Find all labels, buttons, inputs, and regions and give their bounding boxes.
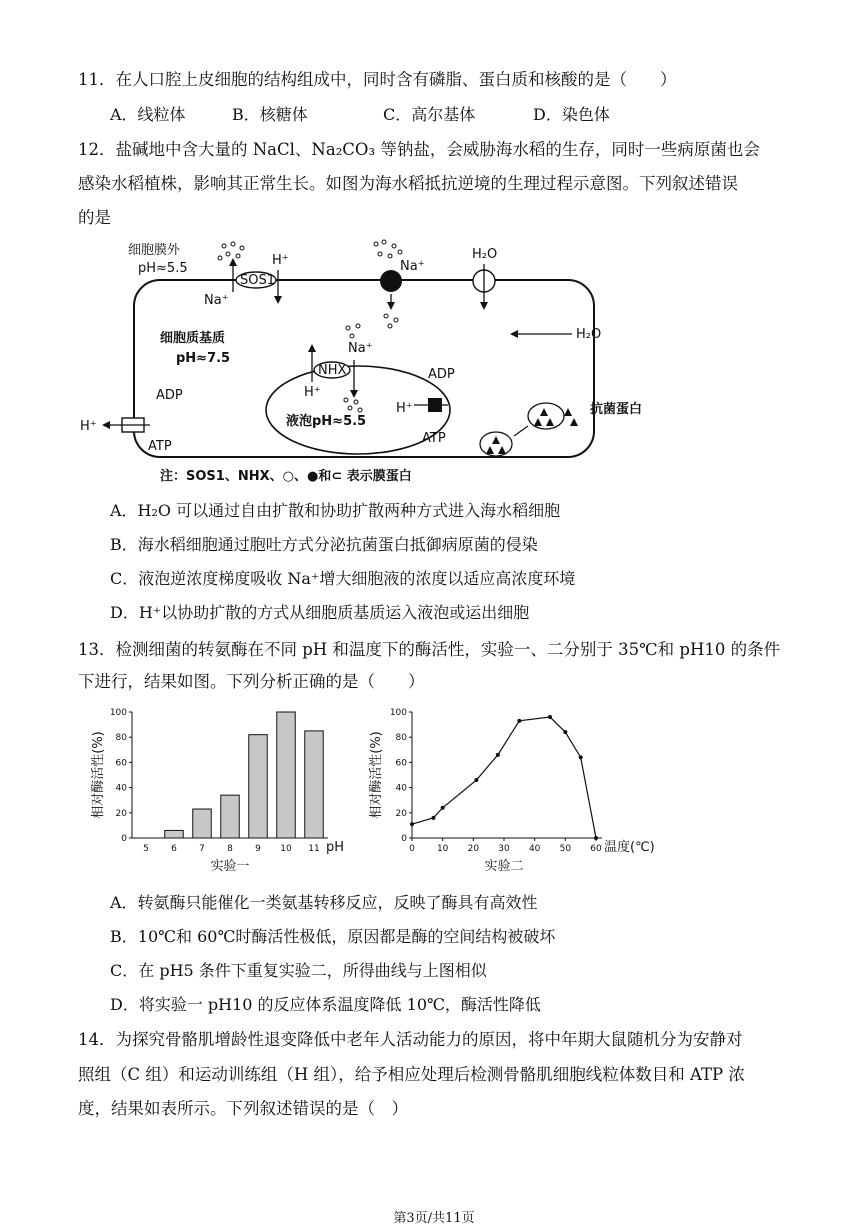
chart2-point [548,715,552,719]
chart2-point [517,719,521,723]
q13-stem-line2: 下进行，结果如图。下列分析正确的是（ ） [78,672,425,691]
free-diffusion-h2o: H₂O [576,327,602,342]
nhx-label: NHX [318,363,347,378]
outside-ph: pH≈5.5 [138,261,188,276]
chart2-ytick-label: 80 [395,733,407,744]
q12-option-b: B．海水稻细胞通过胞吐方式分泌抗菌蛋白抵御病原菌的侵染 [110,535,538,554]
chart1-bar [221,795,239,838]
q13-option-b: B．10℃和 60℃时酶活性极低，原因都是酶的空间结构被破坏 [110,927,556,946]
sos1-h-plus: H⁺ [272,253,289,268]
membrane-h-plus: H⁺ [80,419,97,434]
chart2-xtick-label: 50 [559,844,572,854]
q14-stem-line1: 14．为探究骨骼肌增龄性退变降低中老年人活动能力的原因，将中年期大鼠随机分为安静对 [78,1030,743,1049]
membrane-adp: ADP [156,388,183,403]
chart-experiment-1 [84,698,354,878]
chart1-bar [305,731,323,838]
chart2-xlabel: 温度(℃) [604,840,655,855]
q12-option-c: C．液泡逆浓度梯度吸收 Na⁺增大细胞液的浓度以适应高浓度环境 [110,569,576,588]
outside-label: 细胞膜外 [128,243,181,258]
q13-option-a: A．转氨酶只能催化一类氨基转移反应，反映了酶具有高效性 [110,893,538,912]
chart2-xtick-label: 40 [528,844,541,854]
na-channel-protein [380,270,402,292]
nhx-na-plus: Na⁺ [348,341,373,356]
chart1-ytick-label: 40 [115,783,127,794]
chart2-xtick-label: 10 [436,844,449,854]
chart2-ytick-label: 0 [401,834,407,844]
chart1-bar [165,830,183,838]
chart2-point [474,778,478,782]
chart2-title: 实验二 [484,859,524,874]
chart2-xtick-label: 60 [590,844,602,854]
vacuole-label: 液泡pH≈5.5 [286,414,367,429]
chart1-xtick-label: 11 [308,844,320,854]
chart2-point [496,753,500,757]
q13-option-c: C．在 pH5 条件下重复实验二，所得曲线与上图相似 [110,961,487,980]
na-channel-label: Na⁺ [400,259,425,274]
q11-option-c: C．高尔基体 [383,105,476,124]
chart2-point [410,822,414,826]
chart1-xtick-label: 5 [143,844,149,854]
cell-membrane [134,280,594,457]
chart1-xtick-label: 7 [199,844,205,854]
cytoplasm-ph: pH≈7.5 [176,351,231,366]
chart1-title: 实验一 [210,859,250,874]
chart2-ytick-label: 20 [395,808,407,819]
chart2-ytick-label: 40 [395,783,407,794]
q13-option-d: D．将实验一 pH10 的反应体系温度降低 10℃，酶活性降低 [110,995,541,1014]
chart1-xlabel: pH [326,840,345,855]
cytoplasm-label: 细胞质基质 [160,331,226,346]
chart1-bar [277,712,295,838]
chart1-ytick-label: 100 [109,708,127,718]
q13-stem-line1: 13．检测细菌的转氨酶在不同 pH 和温度下的酶活性，实验一、二分别于 35℃和 pH10 的条件 [78,640,781,659]
chart1-ylabel: 相对酶活性(%) [91,731,106,819]
antibacterial-label: 抗菌蛋白 [590,402,643,417]
chart2-xtick-label: 20 [467,844,480,854]
chart2-series-line [412,717,596,838]
q12-option-d: D．H⁺以协助扩散的方式从细胞质基质运入液泡或运出细胞 [110,603,530,622]
vacuole-atp: ATP [422,431,446,446]
nhx-h-plus: H⁺ [304,385,321,400]
chart2-point [441,806,445,810]
vacuole-adp: ADP [428,367,455,382]
q14-stem-line3: 度，结果如表所示。下列叙述错误的是（ ） [78,1099,408,1118]
sos1-na-plus: Na⁺ [204,293,229,308]
chart2-point [579,755,583,759]
diagram-note: 注：SOS1、NHX、○、●和⊂ 表示膜蛋白 [160,469,412,484]
q12-stem-line1: 12．盐碱地中含大量的 NaCl、Na₂CO₃ 等钠盐，会威胁海水稻的生存，同时一些病原菌也会 [78,140,760,159]
q14-stem-line2: 照组（C 组）和运动训练组（H 组），给予相应处理后检测骨骼肌细胞线粒体数目和 ATP 浓 [78,1065,745,1084]
chart1-xtick-label: 6 [171,844,177,854]
aquaporin-h2o: H₂O [472,247,498,262]
chart2-point [431,816,435,820]
q12-option-a: A．H₂O 可以通过自由扩散和协助扩散两种方式进入海水稻细胞 [110,501,561,520]
page-footer: 第3页/共11页 [393,1211,475,1226]
chart1-bar [193,809,211,838]
q12-stem-line2: 感染水稻植株，影响其正常生长。如图为海水稻抵抗逆境的生理过程示意图。下列叙述错误 [78,174,738,193]
chart1-ytick-label: 20 [115,808,127,819]
chart1-xtick-label: 10 [280,844,292,854]
chart1-ytick-label: 80 [115,733,127,744]
q11-option-b: B．核糖体 [232,105,308,124]
chart1-ytick-label: 60 [115,758,127,769]
chart2-xtick-label: 0 [409,844,415,854]
chart2-ytick-label: 100 [389,708,407,718]
q12-stem-line3: 的是 [78,208,111,227]
chart2-ylabel: 相对酶活性(%) [369,731,384,819]
chart2-xtick-label: 30 [498,844,510,854]
chart1-xtick-label: 8 [227,844,233,854]
chart1-xtick-label: 9 [255,844,261,854]
q11-option-d: D．染色体 [533,105,610,124]
chart-experiment-2 [362,698,672,878]
chart1-bar [249,735,267,838]
cell-diagram [78,232,698,487]
chart2-ytick-label: 60 [395,758,407,769]
chart2-point [563,730,567,734]
chart1-ytick-label: 0 [121,834,127,844]
q11-option-a: A．线粒体 [110,105,186,124]
membrane-atp: ATP [148,439,172,454]
q11-stem: 11．在人口腔上皮细胞的结构组成中，同时含有磷脂、蛋白质和核酸的是（ ） [78,70,677,89]
sos1-label: SOS1 [240,273,276,288]
vacuole-h-plus: H⁺ [396,401,413,416]
